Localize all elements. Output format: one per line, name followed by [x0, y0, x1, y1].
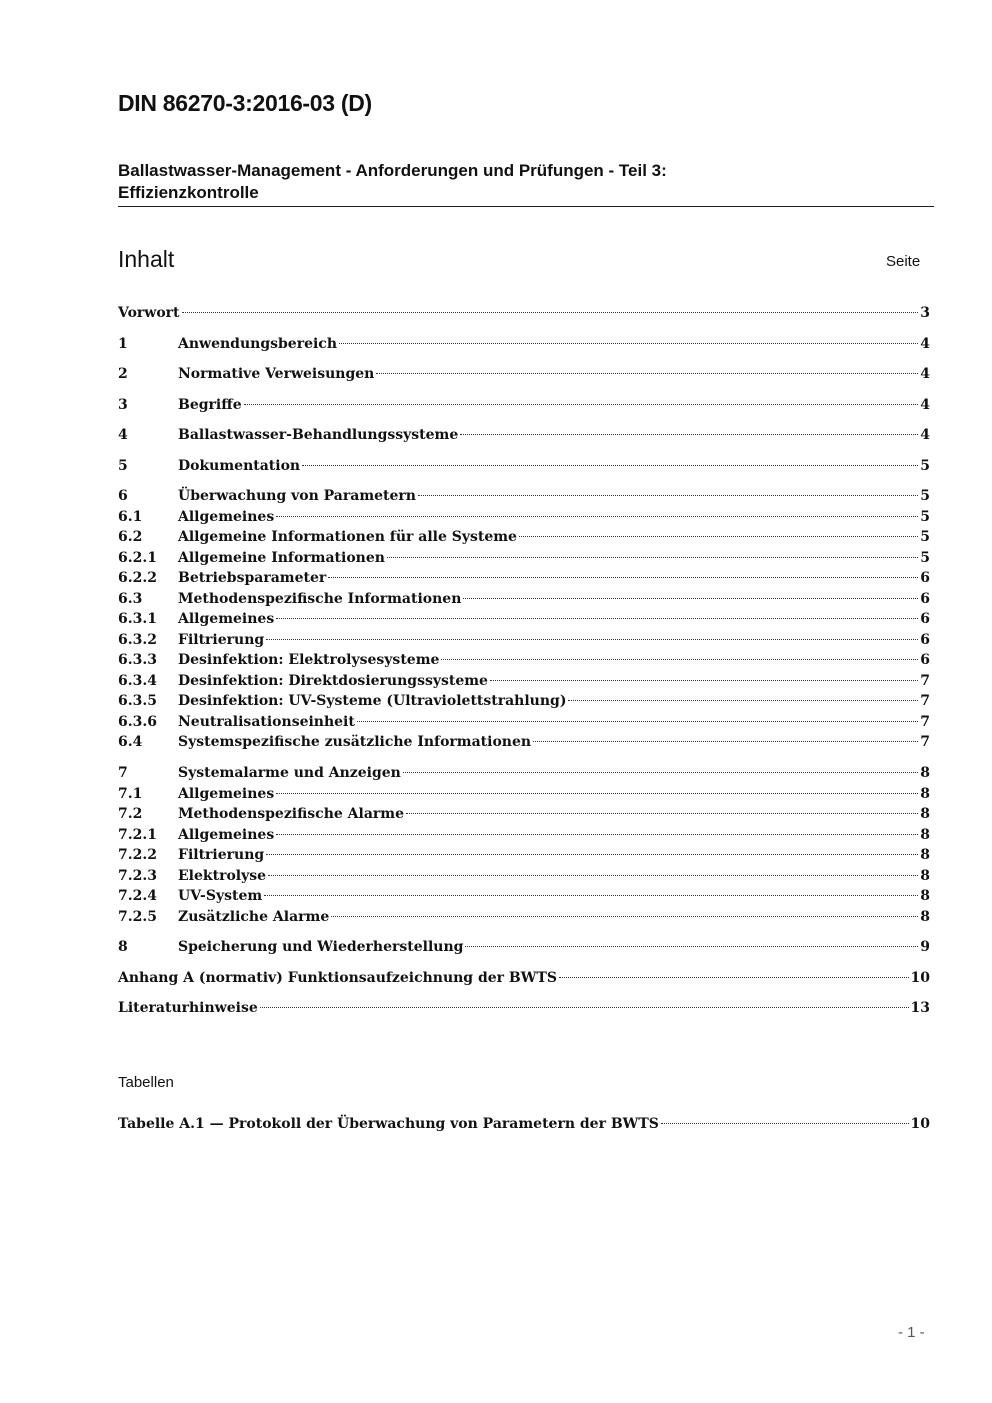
subtitle-line-2: Effizienzkontrolle: [118, 183, 259, 202]
toc-entry-number: 6.2.2: [118, 570, 157, 586]
dot-leader: [182, 311, 919, 313]
toc-entry-number: 7.2.5: [118, 909, 157, 925]
toc-entry-number: 8: [118, 939, 128, 955]
dot-leader: [331, 915, 918, 917]
dot-leader: [339, 342, 918, 344]
toc-entry-title: Anhang A (normativ) Funktionsaufzeichnung der BWTS: [118, 970, 558, 986]
dot-leader: [276, 833, 918, 835]
toc-entry[interactable]: [118, 395, 930, 415]
toc-entry[interactable]: [118, 456, 930, 476]
toc-entry-number: 6.3: [118, 591, 143, 607]
dot-leader: [460, 433, 918, 435]
toc-entry-title: Methodenspezifische Alarme: [178, 806, 405, 822]
toc-entry-page: 6: [920, 611, 930, 627]
toc-entry[interactable]: [118, 486, 930, 506]
dot-leader: [465, 945, 918, 947]
toc-entry-page: 4: [920, 427, 930, 443]
dot-leader: [418, 494, 918, 496]
toc-entry-title: Tabelle A.1 — Protokoll der Überwachung von Parametern der BWTS: [118, 1116, 659, 1132]
dot-leader: [268, 874, 918, 876]
toc-entry-title: Systemalarme und Anzeigen: [178, 765, 401, 781]
toc-entry-number: 6.4: [118, 734, 143, 750]
toc-entry[interactable]: [118, 364, 930, 384]
toc-entry-title: Ballastwasser-Behandlungssysteme: [178, 427, 459, 443]
toc-entry-number: 7.2: [118, 806, 143, 822]
document-subtitle: [118, 160, 818, 204]
dot-leader: [559, 976, 909, 978]
toc-entry-page: 6: [920, 570, 930, 586]
toc-entry-title: Speicherung und Wiederherstellung: [178, 939, 464, 955]
toc-entry-page: 3: [920, 305, 930, 321]
toc-entry-number: 5: [118, 458, 128, 474]
dot-leader: [441, 658, 918, 660]
toc-entry-number: 1: [118, 336, 128, 352]
toc-entry-title: Allgemeines: [178, 786, 275, 802]
toc-entry-page: 13: [910, 1000, 930, 1016]
toc-entry-title: Filtrierung: [178, 847, 265, 863]
toc-entry-page: 8: [920, 765, 930, 781]
toc-entry-page: 7: [920, 734, 930, 750]
dot-leader: [403, 771, 918, 773]
toc-entry[interactable]: [118, 998, 930, 1018]
toc-entry-page: 5: [920, 458, 930, 474]
toc-entry-page: 10: [910, 970, 930, 986]
toc-entry-page: 5: [920, 529, 930, 545]
toc-entry-page: 8: [920, 827, 930, 843]
toc-entry[interactable]: [118, 609, 930, 629]
page-number: - 1 -: [898, 1324, 925, 1341]
toc-entry-page: 5: [920, 550, 930, 566]
page-column-label: Seite: [886, 253, 921, 270]
dot-leader: [276, 515, 918, 517]
toc-entry-title: Allgemeine Informationen für alle Systeme: [178, 529, 517, 545]
toc-entry-title: Normative Verweisungen: [178, 366, 375, 382]
toc-entry-number: 6.3.6: [118, 714, 157, 730]
toc-entry-title: Desinfektion: Direktdosierungssysteme: [178, 673, 488, 689]
dot-leader: [276, 792, 918, 794]
toc-entry[interactable]: [118, 866, 930, 886]
dot-leader: [266, 853, 918, 855]
toc-entry-number: 7.1: [118, 786, 143, 802]
toc-entry-page: 6: [920, 591, 930, 607]
toc-entry-number: 7: [118, 765, 128, 781]
toc-entry-page: 8: [920, 868, 930, 884]
toc-entry-title: Zusätzliche Alarme: [178, 909, 330, 925]
toc-entry-number: 6: [118, 488, 128, 504]
dot-leader: [519, 535, 918, 537]
toc-entry-number: 7.2.4: [118, 888, 157, 904]
toc-entry-title: Betriebsparameter: [178, 570, 327, 586]
toc-entry-title: Literaturhinweise: [118, 1000, 258, 1016]
toc-entry-number: 6.3.2: [118, 632, 157, 648]
toc-entry-title: Desinfektion: UV-Systeme (Ultraviolettstrahlung): [178, 693, 567, 709]
dot-leader: [533, 740, 918, 742]
toc-entry[interactable]: [118, 712, 930, 732]
toc-entry-page: 7: [920, 714, 930, 730]
dot-leader: [302, 464, 918, 466]
toc-entry-page: 6: [920, 652, 930, 668]
toc-entry-title: Allgemeines: [178, 509, 275, 525]
toc-entry[interactable]: [118, 691, 930, 711]
toc-entry-title: Neutralisationseinheit: [178, 714, 355, 730]
toc-entry-page: 8: [920, 909, 930, 925]
dot-leader: [406, 812, 918, 814]
toc-entry[interactable]: [118, 907, 930, 927]
dot-leader: [328, 576, 918, 578]
toc-entry-title: Allgemeine Informationen: [178, 550, 385, 566]
toc-entry[interactable]: [118, 968, 930, 988]
toc-entry-page: 8: [920, 786, 930, 802]
toc-entry[interactable]: [118, 630, 930, 650]
toc-entry-title: Vorwort: [118, 305, 180, 321]
toc-entry-number: 6.2.1: [118, 550, 157, 566]
toc-entry-number: 2: [118, 366, 128, 382]
toc-entry[interactable]: [118, 589, 930, 609]
dot-leader: [661, 1122, 909, 1124]
toc-entry-page: 6: [920, 632, 930, 648]
toc-entry-number: 4: [118, 427, 128, 443]
toc-entry-title: Systemspezifische zusätzliche Informationen: [178, 734, 532, 750]
toc-entry-page: 5: [920, 509, 930, 525]
subtitle-divider: [118, 206, 934, 207]
toc-entry-page: 9: [920, 939, 930, 955]
toc-entry-page: 8: [920, 888, 930, 904]
toc-entry-title: Anwendungsbereich: [178, 336, 337, 352]
toc-entry-number: 6.3.3: [118, 652, 157, 668]
toc-entry-number: 7.2.1: [118, 827, 157, 843]
dot-leader: [568, 699, 918, 701]
toc-entry-page: 4: [920, 336, 930, 352]
toc-entry-number: 3: [118, 397, 128, 413]
toc-entry-number: 6.1: [118, 509, 143, 525]
toc-entry[interactable]: [118, 650, 930, 670]
dot-leader: [266, 638, 918, 640]
toc-entry-title: Allgemeines: [178, 827, 275, 843]
toc-entry-page: 7: [920, 673, 930, 689]
toc-entry[interactable]: [118, 1114, 930, 1134]
toc-entry-page: 10: [910, 1116, 930, 1132]
toc-entry[interactable]: [118, 784, 930, 804]
toc-heading: Inhalt: [118, 246, 175, 272]
toc-entry-title: Überwachung von Parametern: [178, 488, 416, 504]
toc-entry[interactable]: [118, 732, 930, 752]
toc-entry[interactable]: [118, 671, 930, 691]
toc-entry-page: 4: [920, 366, 930, 382]
toc-entry-page: 4: [920, 397, 930, 413]
toc-entry-title: Allgemeines: [178, 611, 275, 627]
dot-leader: [260, 1006, 909, 1008]
toc-entry-title: Methodenspezifische Informationen: [178, 591, 462, 607]
toc-entry[interactable]: [118, 507, 930, 527]
toc-entry-number: 6.3.4: [118, 673, 157, 689]
toc-entry[interactable]: [118, 334, 930, 354]
toc-entry[interactable]: [118, 886, 930, 906]
toc-entry-title: Desinfektion: Elektrolysesysteme: [178, 652, 440, 668]
toc-entry[interactable]: [118, 937, 930, 957]
dot-leader: [357, 720, 918, 722]
toc-entry[interactable]: [118, 804, 930, 824]
toc-entry-page: 7: [920, 693, 930, 709]
dot-leader: [463, 597, 918, 599]
toc-entry-title: Dokumentation: [178, 458, 301, 474]
document-title: DIN 86270-3:2016-03 (D): [118, 90, 372, 116]
toc-entry[interactable]: [118, 825, 930, 845]
toc-entry[interactable]: [118, 845, 930, 865]
toc-entry-number: 7.2.3: [118, 868, 157, 884]
dot-leader: [276, 617, 918, 619]
tables-section-label: Tabellen: [118, 1074, 174, 1091]
toc-entry-title: Filtrierung: [178, 632, 265, 648]
toc-entry-number: 6.2: [118, 529, 143, 545]
dot-leader: [244, 403, 919, 405]
dot-leader: [387, 556, 918, 558]
toc-entry-number: 7.2.2: [118, 847, 157, 863]
toc-entry-number: 6.3.1: [118, 611, 157, 627]
toc-entry-page: 5: [920, 488, 930, 504]
toc-entry[interactable]: [118, 425, 930, 445]
toc-entry[interactable]: [118, 763, 930, 783]
toc-entry[interactable]: [118, 527, 930, 547]
toc-entry-title: Begriffe: [178, 397, 242, 413]
dot-leader: [376, 372, 918, 374]
toc-entry[interactable]: [118, 548, 930, 568]
toc-entry[interactable]: [118, 568, 930, 588]
toc-entry-page: 8: [920, 847, 930, 863]
toc-entry-title: UV-System: [178, 888, 263, 904]
toc-entry-page: 8: [920, 806, 930, 822]
toc-entry-title: Elektrolyse: [178, 868, 267, 884]
dot-leader: [490, 679, 918, 681]
subtitle-line-1: Ballastwasser-Management - Anforderungen und Prüfungen - Teil 3:: [118, 161, 667, 180]
toc-entry[interactable]: [118, 303, 930, 323]
toc-entry-number: 6.3.5: [118, 693, 157, 709]
dot-leader: [264, 894, 918, 896]
